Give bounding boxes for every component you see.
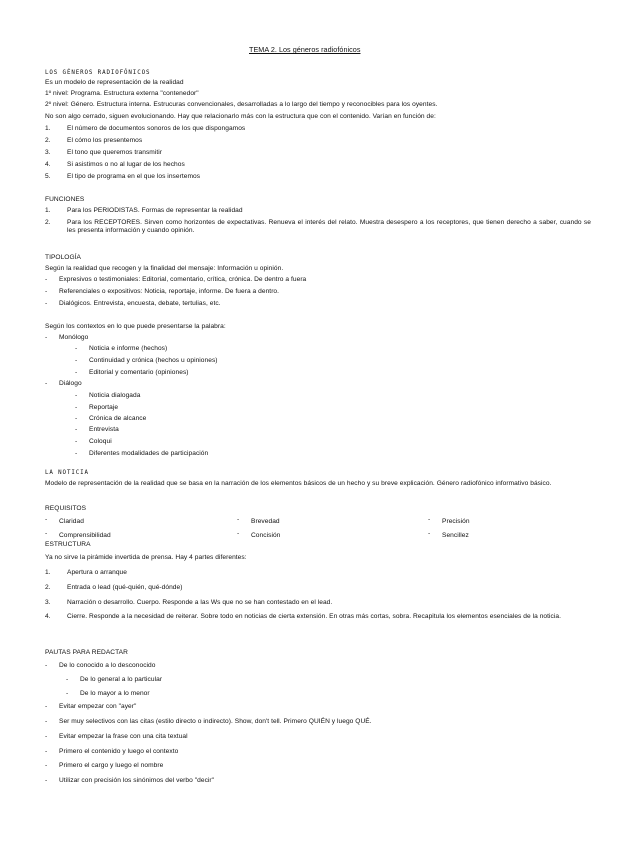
dash-bullet: - — [237, 530, 240, 537]
dash-bullet: - — [75, 357, 78, 364]
generos-line: 2º nivel: Género. Estructura interna. Estrucuras convencionales, desarrolladas a lo largo del tiempo y reconocibles para los oyentes. — [45, 101, 438, 108]
dash-bullet: - — [75, 345, 78, 352]
list-item: Coloqui — [89, 438, 112, 445]
dash-bullet: - — [45, 334, 48, 341]
list-item: Evitar empezar con "ayer" — [59, 703, 137, 710]
list-item: Reportaje — [89, 404, 119, 411]
dash-bullet: - — [75, 438, 78, 445]
list-number: 4. — [45, 161, 51, 168]
list-number: 2. — [45, 219, 51, 226]
list-number: 3. — [45, 599, 51, 606]
list-item: Editorial y comentario (opiniones) — [89, 369, 189, 376]
requisitos-label: REQUISITOS — [45, 505, 87, 512]
dash-bullet: - — [45, 718, 48, 725]
list-item: De lo conocido a lo desconocido — [59, 662, 156, 669]
dash-bullet: - — [66, 676, 69, 683]
list-item: El tono que queremos transmitir — [67, 149, 163, 156]
tipologia-intro: Según la realidad que recogen y la finalidad del mensaje: Información u opinión. — [45, 265, 284, 272]
list-item: Para los PERIODISTAS. Formas de representar la realidad — [67, 207, 243, 214]
list-item: Diferentes modalidades de participación — [89, 450, 209, 457]
list-item: Cierre. Responde a la necesidad de reiterar. Sobre todo en noticias de cierta extensión. En otras más cortas, sobra. Recapitula los elementos esenciales de la noticia. — [67, 613, 561, 620]
list-item: Expresivos o testimoniales: Editorial, comentario, crítica, crónica. De dentro a fuera — [59, 276, 307, 283]
dash-bullet: - — [75, 415, 78, 422]
generos-line: No son algo cerrado, siguen evolucionando. Hay que relacionarlo más con la estructura que con el contenido. Varían en función de: — [45, 113, 436, 120]
list-number: 1. — [45, 125, 51, 132]
requisito-item: Concisión — [251, 532, 281, 539]
dash-bullet: - — [45, 516, 48, 523]
requisito-item: Sencillez — [442, 532, 469, 539]
dash-bullet: - — [45, 380, 48, 387]
dash-bullet: - — [45, 733, 48, 740]
estructura-label: ESTRUCTURA — [45, 541, 91, 548]
list-number: 2. — [45, 137, 51, 144]
generos-line: Es un modelo de representación de la realidad — [45, 79, 184, 86]
dash-bullet: - — [45, 300, 48, 307]
generos-line: 1º nivel: Programa. Estructura externa "contenedor" — [45, 90, 199, 97]
monologo-label: Monólogo — [59, 334, 89, 341]
dash-bullet: - — [45, 530, 48, 537]
dash-bullet: - — [75, 450, 78, 457]
dash-bullet: - — [45, 276, 48, 283]
dash-bullet: - — [75, 426, 78, 433]
dash-bullet: - — [45, 762, 48, 769]
section-heading-funciones: FUNCIONES — [45, 196, 85, 203]
dash-bullet: - — [428, 530, 431, 537]
list-item: Referenciales o expositivos: Noticia, reportaje, informe. De fuera a dentro. — [59, 288, 280, 295]
list-item: Ser muy selectivos con las citas (estilo directo o indirecto). Show, don't tell. Primero QUIÉN y luego QUÉ. — [59, 718, 372, 725]
dash-bullet: - — [66, 690, 69, 697]
list-item: Primero el contenido y luego el contexto — [59, 748, 179, 755]
list-item: Para los RECEPTORES. Sirven como horizontes de expectativas. Renueva el interés del relato. Muestra desespero a los receptores, que tienen derecho a saber, cuando se les presenta información y cuando opinión. — [67, 219, 591, 234]
list-item: El tipo de programa en el que los insertemos — [67, 173, 201, 180]
list-item: Crónica de alcance — [89, 415, 147, 422]
dash-bullet: - — [237, 516, 240, 523]
list-item: Si asistimos o no al lugar de los hechos — [67, 161, 185, 168]
list-item: Apertura o arranque — [67, 569, 127, 576]
list-item: De lo mayor a lo menor — [80, 690, 150, 697]
noticia-definition: Modelo de representación de la realidad que se basa en la narración de los elementos básicos de un hecho y su breve explicación. Género radiofónico informativo básico. — [45, 480, 552, 487]
list-item: Dialógicos. Entrevista, encuesta, debate, tertulias, etc. — [59, 300, 221, 307]
dialogo-label: Diálogo — [59, 380, 82, 387]
dash-bullet: - — [75, 369, 78, 376]
dash-bullet: - — [45, 662, 48, 669]
list-item: Continuidad y crónica (hechos u opiniones) — [89, 357, 218, 364]
list-item: Primero el cargo y luego el nombre — [59, 762, 164, 769]
dash-bullet: - — [45, 703, 48, 710]
list-item: Noticia dialogada — [89, 392, 141, 399]
list-item: Evitar empezar la frase con una cita textual — [59, 733, 188, 740]
list-item: Entrada o lead (qué-quién, qué-dónde) — [67, 584, 183, 591]
section-heading-generos: LOS GÉNEROS RADIOFÓNICOS — [45, 70, 151, 76]
dash-bullet: - — [428, 516, 431, 523]
document-title: TEMA 2. Los géneros radiofónicos — [249, 45, 361, 54]
dash-bullet: - — [45, 748, 48, 755]
dash-bullet: - — [75, 392, 78, 399]
requisito-item: Claridad — [59, 518, 84, 525]
requisito-item: Comprensibilidad — [59, 532, 111, 539]
section-heading-noticia: LA NOTICIA — [45, 470, 89, 476]
requisito-item: Precisión — [442, 518, 470, 525]
list-number: 1. — [45, 569, 51, 576]
list-item: Narración o desarrollo. Cuerpo. Responde a las Ws que no se han contestado en el lead. — [67, 599, 333, 606]
list-item: El número de documentos sonoros de los que dispongamos — [67, 125, 246, 132]
list-number: 3. — [45, 149, 51, 156]
list-number: 1. — [45, 207, 51, 214]
list-number: 4. — [45, 613, 51, 620]
estructura-intro: Ya no sirve la pirámide invertida de prensa. Hay 4 partes diferentes: — [45, 554, 247, 561]
list-number: 2. — [45, 584, 51, 591]
list-number: 5. — [45, 173, 51, 180]
list-item: Utilizar con precisión los sinónimos del verbo "decir" — [59, 777, 215, 784]
list-item: De lo general a lo particular — [80, 676, 163, 683]
dash-bullet: - — [45, 777, 48, 784]
dash-bullet: - — [75, 404, 78, 411]
list-item: El cómo los presentemos — [67, 137, 143, 144]
list-item: Noticia e informe (hechos) — [89, 345, 168, 352]
contexts-intro: Según los contextos en lo que puede presentarse la palabra: — [45, 323, 226, 330]
section-heading-tipologia: TIPOLOGÍA — [45, 254, 81, 261]
section-heading-pautas: PAUTAS PARA REDACTAR — [45, 649, 128, 656]
requisito-item: Brevedad — [251, 518, 280, 525]
dash-bullet: - — [45, 288, 48, 295]
list-item: Entrevista — [89, 426, 119, 433]
